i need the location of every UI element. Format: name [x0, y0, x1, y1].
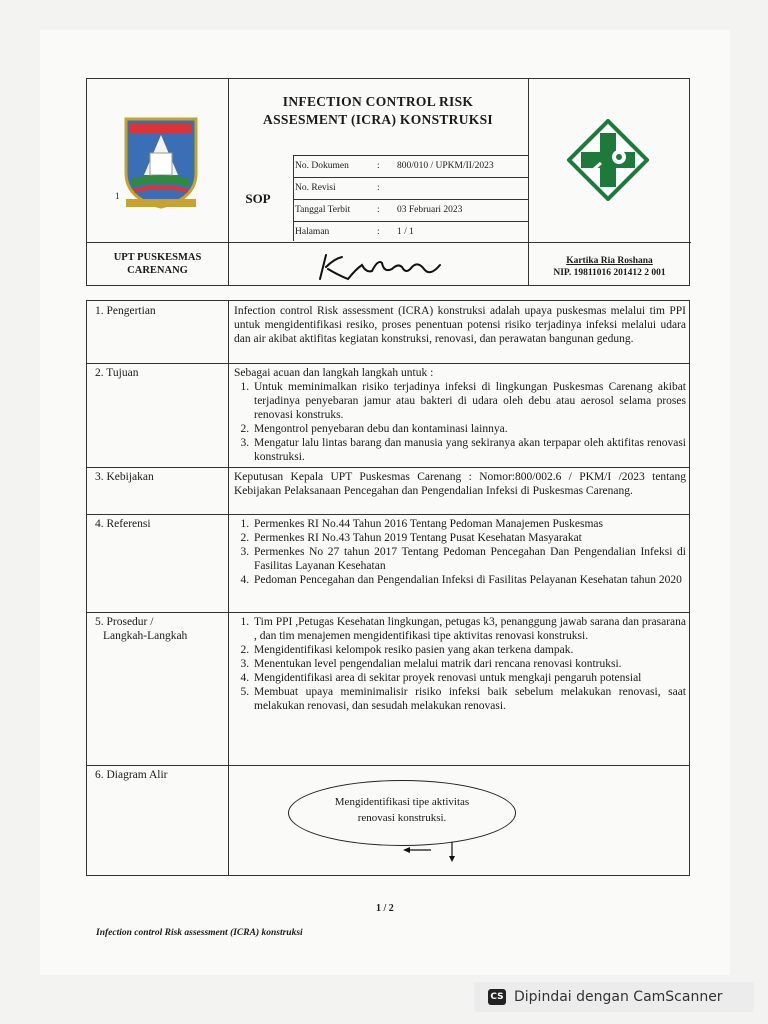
list-item: 4. Mengidentifikasi area di sekitar proyek renovasi untuk mengkaji pengaruh potensial [252, 671, 686, 685]
section-text-kebijakan: Keputusan Kepala UPT Puskesmas Carenang : Nomor:800/002.6 / PKM/I /2023 tentang Kebijakan Pelaksanaan Pencegahan dan Pengendalian Infeksi di Puskesmas Carenang. [234, 471, 686, 497]
section-label-kebijakan: 3. Kebijakan [95, 471, 154, 483]
title-line: ASSESMENT (ICRA) KONSTRUKSI [263, 112, 493, 127]
section-label-prosedur [95, 615, 187, 643]
puskesmas-logo-icon [567, 119, 649, 201]
meta-key: No. Dokumen [295, 161, 349, 171]
node-text: renovasi konstruksi. [357, 812, 447, 824]
list-item: 1. Permenkes RI No.44 Tahun 2016 Tentang Pedoman Manajemen Puskesmas [252, 517, 686, 531]
label-line: 5. Prosedur / [95, 616, 154, 628]
left-number: 1 [115, 191, 120, 201]
footer-text: Infection control Risk assessment (ICRA) konstruksi [96, 928, 303, 938]
list-item: 3. Mengatur lalu lintas barang dan manusia yang sekiranya akan terpapar oleh aktifitas renovasi konstruksi. [252, 436, 686, 464]
camscanner-watermark [474, 982, 754, 1012]
page-number: 1 / 2 [376, 903, 394, 914]
institution-line: CARENANG [127, 265, 188, 276]
section-label-diagram: 6. Diagram Alir [95, 769, 168, 781]
institution-name [87, 251, 228, 277]
list-item: 2. Mengidentifikasi kelompok resiko pasien yang akan terkena dampak. [252, 643, 686, 657]
label-line: Langkah-Langkah [103, 630, 188, 642]
meta-row-tanggal-terbit [293, 199, 523, 221]
flow-arrows-icon [395, 836, 465, 866]
list-item: 3. Permenkes No 27 tahun 2017 Tentang Pedoman Pencegahan Dan Pengendalian Infeksi di Fasilitas Layanan Kesehatan [252, 545, 686, 573]
section-text-prosedur [234, 615, 686, 713]
divider [87, 612, 689, 613]
handwritten-signature [312, 249, 452, 285]
meta-key: Tanggal Terbit [295, 205, 351, 215]
section-label-tujuan: 2. Tujuan [95, 367, 139, 379]
meta-value: 03 Februari 2023 [397, 205, 463, 215]
meta-row-no-revisi [293, 177, 523, 199]
meta-row-halaman [293, 221, 523, 243]
divider [87, 765, 689, 766]
node-text: Mengidentifikasi tipe aktivitas [334, 796, 470, 808]
camscanner-text: Dipindai dengan CamScanner [514, 989, 723, 1005]
meta-row-no-dokumen [293, 155, 523, 177]
meta-key: Halaman [295, 227, 330, 237]
signer-name: Kartika Ria Roshana [566, 256, 653, 266]
list-item: 1. Untuk meminimalkan risiko terjadinya infeksi di lingkungan Puskesmas Carenang akibat terjadinya penyebaran jamur atau bakteri di udara oleh debu atau aerosol selama proses renovasi konstruks. [252, 380, 686, 422]
list-item: 5. Membuat upaya meminimalisir risiko infeksi baik sebelum melakukan renovasi, saat melakukan renovasi, dan sesudah melakukan renovasi. [252, 685, 686, 713]
divider [87, 514, 689, 515]
section-text-referensi [234, 517, 686, 587]
signer-nip: NIP. 19811016 201412 2 001 [553, 268, 666, 278]
institution-line: UPT PUSKESMAS [113, 252, 202, 263]
meta-colon: : [377, 161, 380, 171]
section-label-referensi: 4. Referensi [95, 518, 151, 530]
section-text-pengertian: Infection control Risk assessment (ICRA) konstruksi adalah upaya puskesmas melalui tim PPI untuk mengidentifikasi resiko, proses penentuan potensi risiko terjadinya infeksi melalui udara dan air akibat aktifitas kegiatan konstruksi, renovasi, dan perawatan bangunan gedung. [234, 305, 686, 345]
list-item: 3. Menentukan level pengendalian melalui matrik dari rencana renovasi kontruksi. [252, 657, 686, 671]
meta-value: 800/010 / UPKM/II/2023 [397, 161, 494, 171]
list-item: 2. Mengontrol penyebaran debu dan kontaminasi lainnya. [252, 422, 686, 436]
section-label-pengertian: 1. Pengertian [95, 305, 156, 317]
banten-emblem-icon [122, 113, 200, 209]
tujuan-intro: Sebagai acuan dan langkah langkah untuk : [234, 367, 434, 379]
section-text-tujuan [234, 366, 686, 464]
meta-colon: : [377, 227, 380, 237]
meta-value: 1 / 1 [397, 227, 414, 237]
list-item: 4. Pedoman Pencegahan dan Pengendalian Infeksi di Fasilitas Pelayanan Kesehatan tahun 2020 [252, 573, 686, 587]
title-line: INFECTION CONTROL RISK [282, 94, 474, 109]
divider [87, 363, 689, 364]
signer-block [528, 255, 691, 279]
document-title [228, 93, 528, 129]
meta-key: No. Revisi [295, 183, 336, 193]
divider [228, 301, 229, 875]
sop-header-table [86, 78, 690, 286]
meta-colon: : [377, 205, 380, 215]
sop-label: SOP [245, 191, 271, 206]
meta-colon: : [377, 183, 380, 193]
list-item: 2. Permenkes RI No.43 Tahun 2019 Tentang Pusat Kesehatan Masyarakat [252, 531, 686, 545]
camscanner-logo-icon: CS [488, 989, 506, 1005]
divider [87, 467, 689, 468]
list-item: 1. Tim PPI ,Petugas Kesehatan lingkungan, petugas k3, penanggung jawab sarana dan prasarana , dan tim menajemen mengidentifikasi tipe aktivitas renovasi konstruksi. [252, 615, 686, 643]
